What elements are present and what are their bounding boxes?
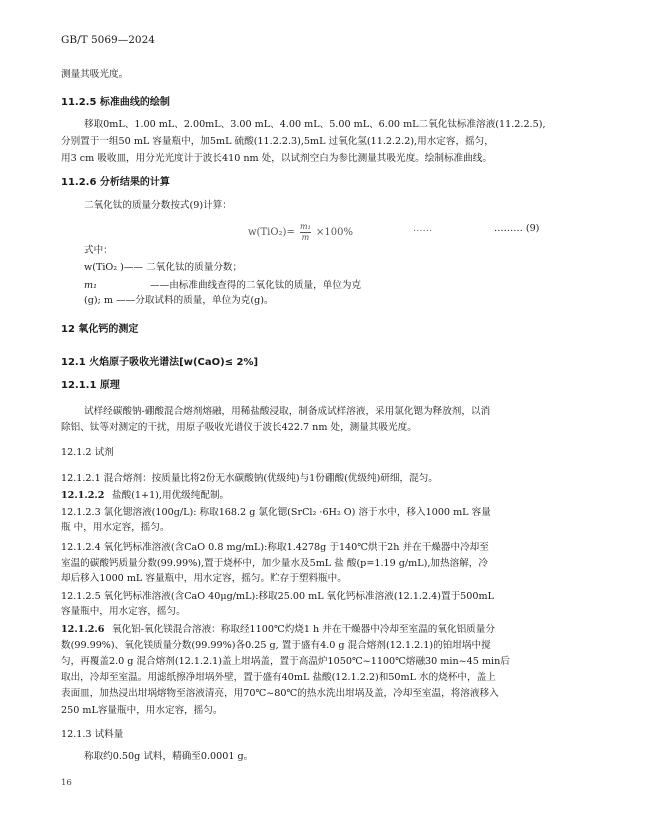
reagent-item-12-1-2-4: 12.1.2.4 氧化钙标准溶液(含CaO 0.8 mg/mL):称取1.4278g 于140℃烘干2h 并在干燥器中冷却至 — [61, 542, 489, 553]
reagent-item-continuation: 数(99.99%)、氧化镁质量分数(99.99%)各0.25 g, 置于盛有4.0 g 混合熔剂(12.1.2.1)的铂坩埚中搅 — [61, 640, 491, 651]
section-heading-11-2-5: 11.2.5 标准曲线的绘制 — [61, 97, 170, 108]
variable-definition: ——由标准曲线查得的二氧化钛的质量，单位为克 — [150, 280, 362, 291]
reagent-number-12-1-2-2: 12.1.2.2 — [61, 490, 105, 501]
formula-lhs: w(TiO₂)= — [248, 227, 295, 238]
variable-definition: w(TiO₂ )—— 二氧化钛的质量分数； — [84, 262, 243, 273]
text-line: 测量其吸光度。 — [61, 69, 129, 80]
formula-numerator: m₁ — [300, 222, 311, 231]
section-heading-12-1: 12.1 火焰原子吸收光谱法[w(CaO)≤ 2%] — [61, 357, 259, 368]
paragraph-line: 用3 cm 吸收皿，用分光光度计于波长410 nm 处，以试剂空白为参比测量其吸光度。绘制标准曲线。 — [61, 153, 492, 164]
page-number: 16 — [61, 778, 72, 788]
reagent-item-continuation: 匀，再覆盖2.0 g 混合熔剂(12.1.2.1)盖上坩埚盖，置于高温炉1050℃~1100℃熔融30 min~45 min后 — [61, 656, 510, 667]
reagent-item-continuation: 瓶 中，用水定容，摇匀。 — [61, 522, 170, 533]
reagent-number-12-1-2-6: 12.1.2.6 — [61, 624, 105, 635]
section-heading-12-1-1: 12.1.1 原理 — [61, 380, 120, 391]
standard-number-header: GB/T 5069—2024 — [61, 34, 155, 46]
paragraph-line: 除铝、钛等对测定的干扰，用原子吸收光谱仪于波长422.7 nm 处，测量其吸光度。 — [61, 422, 417, 433]
paragraph-line: 分别置于一组50 mL 容量瓶中，加5mL 硫酸(11.2.2.3),5mL 过氧化氢(11.2.2.2),用水定容，摇匀， — [61, 136, 494, 147]
reagent-item-continuation: 容量瓶中，用水定容，摇匀。 — [61, 606, 186, 617]
paragraph-line: 称取约0.50g 试料，精确至0.0001 g。 — [84, 751, 254, 762]
reagent-item-12-1-2-2: 盐酸(1+1),用优级纯配制。 — [112, 490, 230, 501]
reagent-item-continuation: 室温的碳酸钙质量分数(99.99%),置于烧杯中，加少量水及5mL 盐 酸(p=1.19 g/mL),加热溶解，冷 — [61, 558, 488, 569]
paragraph-line: 试样经碳酸钠-硼酸混合熔剂熔融，用稀盐酸浸取，制备成试样溶液，采用氯化锶为释放剂，以消 — [84, 406, 491, 417]
section-heading-11-2-6: 11.2.6 分析结果的计算 — [61, 177, 170, 188]
reagent-item-12-1-2-1: 12.1.2.1 混合熔剂：按质量比将2份无水碳酸钠(优级纯)与1份硼酸(优级纯)研细，混匀。 — [61, 473, 438, 484]
reagent-item-continuation: 250 mL容量瓶中，用水定容，摇匀。 — [61, 705, 223, 716]
variable-symbol: m₁ — [84, 280, 97, 291]
variable-definition: (g); m ——分取试料的质量，单位为克(g)。 — [84, 295, 274, 306]
reagent-item-12-1-2-5: 12.1.2.5 氧化钙标准溶液(含CaO 40μg/mL):移取25.00 mL 氧化钙标准溶液(12.1.2.4)置于500mL — [61, 591, 494, 602]
reagent-item-12-1-2-6: 氧化铝-氧化镁混合溶液：称取经1100℃灼烧1 h 并在干燥器中冷却至室温的氧化铝质量分 — [112, 624, 495, 635]
where-label: 式中： — [84, 245, 113, 256]
section-heading-12-1-2: 12.1.2 试剂 — [61, 447, 114, 458]
formula-rhs: ×100% — [316, 227, 353, 238]
reagent-item-12-1-2-3: 12.1.2.3 氯化锶溶液(100g/L): 称取168.2 g 氯化锶(SrCl₂ ·6H₂ O) 溶于水中，移入1000 mL 容量 — [61, 507, 491, 518]
formula-denominator: m — [301, 233, 310, 242]
chapter-heading-12: 12 氧化钙的测定 — [61, 324, 139, 335]
paragraph-line: 二氧化钛的质量分数按式(9)计算： — [84, 200, 232, 211]
paragraph-line: 移取0mL、1.00 mL、2.00mL、3.00 mL、4.00 mL、5.00 mL、6.00 mL二氧化钛标准溶液(11.2.2.5), — [84, 119, 546, 130]
formula-fraction — [300, 222, 311, 243]
section-heading-12-1-3: 12.1.3 试料量 — [61, 729, 124, 740]
reagent-item-continuation: 却后移入1000 mL 容量瓶中，用水定容，摇匀。贮存于塑料瓶中。 — [61, 573, 347, 584]
formula-dots: …… — [413, 223, 433, 234]
reagent-item-continuation: 表面皿，加热浸出坩埚熔物至溶液清亮，用70℃~80℃的热水洗出坩埚及盖，冷却至室温，将溶液移入 — [61, 688, 499, 699]
equation-number: ……… (9) — [494, 223, 540, 234]
reagent-item-continuation: 取出，冷却至室温。用滤纸擦净坩埚外壁，置于盛有40mL 盐酸(12.1.2.2)和50mL 水的烧杯中，盖上 — [61, 672, 496, 683]
equation-9 — [248, 222, 353, 244]
